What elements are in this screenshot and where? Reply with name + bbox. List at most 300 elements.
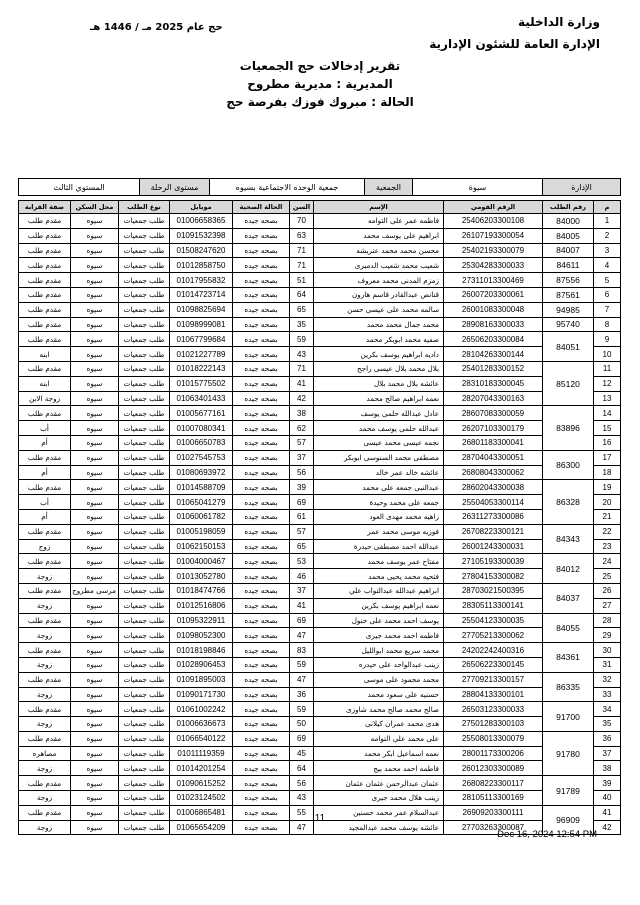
health-status: بصحه جيده bbox=[233, 243, 290, 258]
applicant-name: ابراهيم عبدالله عبدالتواب علي bbox=[314, 583, 444, 598]
national-id: 27709213300157 bbox=[444, 672, 543, 687]
national-id: 26808223300117 bbox=[444, 776, 543, 791]
request-type: طلب جمعيات bbox=[119, 302, 170, 317]
table-row bbox=[19, 406, 621, 421]
health-status: بصحه جيده bbox=[233, 302, 290, 317]
national-id: 27501283300103 bbox=[444, 717, 543, 732]
national-id: 27311013300469 bbox=[444, 273, 543, 288]
age: 69 bbox=[290, 613, 314, 628]
row-number: 13 bbox=[594, 391, 621, 406]
mobile-number: 01062150153 bbox=[170, 539, 233, 554]
table-row bbox=[19, 761, 621, 776]
request-number: 84051 bbox=[543, 332, 594, 362]
age: 43 bbox=[290, 347, 314, 362]
row-number: 27 bbox=[594, 598, 621, 613]
mobile-number: 01014723714 bbox=[170, 287, 233, 302]
request-number: 91789 bbox=[543, 776, 594, 806]
request-number: 86300 bbox=[543, 450, 594, 480]
relation: زوجة bbox=[19, 820, 71, 835]
request-number: 84361 bbox=[543, 643, 594, 673]
health-status: بصحه جيده bbox=[233, 643, 290, 658]
residence: سيوه bbox=[71, 376, 119, 391]
health-status: بصحه جيده bbox=[233, 480, 290, 495]
mobile-number: 01091895003 bbox=[170, 672, 233, 687]
row-number: 34 bbox=[594, 702, 621, 717]
table-row bbox=[19, 613, 621, 628]
relation: مقدم طلب bbox=[19, 450, 71, 465]
table-row bbox=[19, 273, 621, 288]
age: 69 bbox=[290, 731, 314, 746]
residence: سيوه bbox=[71, 643, 119, 658]
request-number: 95740 bbox=[543, 317, 594, 332]
row-number: 23 bbox=[594, 539, 621, 554]
national-id: 25504123300035 bbox=[444, 613, 543, 628]
request-type: طلب جمعيات bbox=[119, 657, 170, 672]
col-header: محل السكن bbox=[71, 201, 119, 214]
national-id: 26311273300086 bbox=[444, 509, 543, 524]
national-id: 26107193300054 bbox=[444, 228, 543, 243]
residence: سيوه bbox=[71, 258, 119, 273]
relation: ابنه bbox=[19, 347, 71, 362]
relation: زوجة bbox=[19, 717, 71, 732]
residence: سيوه bbox=[71, 598, 119, 613]
table-row bbox=[19, 702, 621, 717]
request-number: 91780 bbox=[543, 731, 594, 775]
request-number: 96909 bbox=[543, 805, 594, 835]
assoc-value: جمعية الوحده الاجتماعية بسيوه bbox=[210, 179, 365, 196]
residence: سيوه bbox=[71, 791, 119, 806]
relation: مقدم طلب bbox=[19, 258, 71, 273]
residence: سيوه bbox=[71, 672, 119, 687]
row-number: 9 bbox=[594, 332, 621, 347]
row-number: 4 bbox=[594, 258, 621, 273]
age: 35 bbox=[290, 317, 314, 332]
residence: سيوه bbox=[71, 761, 119, 776]
applicant-name: سالمه محمد على عيسى حسن bbox=[314, 302, 444, 317]
health-status: بصحه جيده bbox=[233, 539, 290, 554]
applicant-name: عائشه بلال محمد بلال bbox=[314, 376, 444, 391]
age: 65 bbox=[290, 302, 314, 317]
applicant-name: نجمه عيسى محمد عيسى bbox=[314, 435, 444, 450]
mobile-number: 01065041279 bbox=[170, 495, 233, 510]
applicant-name: نعمه ابراهيم يوسف بكرين bbox=[314, 598, 444, 613]
request-number: 84343 bbox=[543, 524, 594, 554]
national-id: 25406203300108 bbox=[444, 214, 543, 229]
request-number: 84055 bbox=[543, 613, 594, 643]
mobile-number: 01006865481 bbox=[170, 805, 233, 820]
request-type: طلب جمعيات bbox=[119, 480, 170, 495]
age: 38 bbox=[290, 406, 314, 421]
age: 71 bbox=[290, 361, 314, 376]
health-status: بصحه جيده bbox=[233, 287, 290, 302]
relation: مقدم طلب bbox=[19, 243, 71, 258]
table-row bbox=[19, 361, 621, 376]
national-id: 28207043300163 bbox=[444, 391, 543, 406]
request-type: طلب جمعيات bbox=[119, 820, 170, 835]
col-header: موبايل bbox=[170, 201, 233, 214]
residence: سيوه bbox=[71, 731, 119, 746]
row-number: 40 bbox=[594, 791, 621, 806]
age: 47 bbox=[290, 628, 314, 643]
age: 69 bbox=[290, 495, 314, 510]
directorate-line: المديرية : مديرية مطروح bbox=[247, 77, 393, 91]
residence: سيوه bbox=[71, 465, 119, 480]
table-row bbox=[19, 598, 621, 613]
request-type: طلب جمعيات bbox=[119, 569, 170, 584]
relation: أم bbox=[19, 465, 71, 480]
mobile-number: 01018198846 bbox=[170, 643, 233, 658]
residence: سيوه bbox=[71, 717, 119, 732]
residence: سيوه bbox=[71, 214, 119, 229]
request-number: 83896 bbox=[543, 406, 594, 450]
row-number: 41 bbox=[594, 805, 621, 820]
request-number: 87556 bbox=[543, 273, 594, 288]
relation: أم bbox=[19, 435, 71, 450]
national-id: 28104263300144 bbox=[444, 347, 543, 362]
request-number: 84611 bbox=[543, 258, 594, 273]
applicant-name: داديه ابراهيم يوسف بكرين bbox=[314, 347, 444, 362]
request-type: طلب جمعيات bbox=[119, 761, 170, 776]
applicant-name: عائشه خالد عمر خالد bbox=[314, 465, 444, 480]
ministry-name: وزارة الداخلية bbox=[517, 15, 600, 29]
health-status: بصحه جيده bbox=[233, 791, 290, 806]
residence: سيوه bbox=[71, 421, 119, 436]
applicant-name: فتحيه محمد يحيى محمد bbox=[314, 569, 444, 584]
request-type: طلب جمعيات bbox=[119, 495, 170, 510]
relation: مقدم طلب bbox=[19, 643, 71, 658]
relation: مقدم طلب bbox=[19, 302, 71, 317]
table-row bbox=[19, 687, 621, 702]
age: 51 bbox=[290, 273, 314, 288]
applicant-name: ابراهيم على يوسف محمد bbox=[314, 228, 444, 243]
applicant-name: عبدالسلام عمر محمد حسنين bbox=[314, 805, 444, 820]
table-row bbox=[19, 569, 621, 584]
mobile-number: 01061002242 bbox=[170, 702, 233, 717]
national-id: 28105113300169 bbox=[444, 791, 543, 806]
row-number: 16 bbox=[594, 435, 621, 450]
row-number: 2 bbox=[594, 228, 621, 243]
request-type: طلب جمعيات bbox=[119, 583, 170, 598]
age: 37 bbox=[290, 450, 314, 465]
relation: مقدم طلب bbox=[19, 287, 71, 302]
residence: سيوه bbox=[71, 613, 119, 628]
relation: مقدم طلب bbox=[19, 228, 71, 243]
table-row bbox=[19, 465, 621, 480]
admin-label: الإدارة bbox=[543, 179, 621, 196]
row-number: 29 bbox=[594, 628, 621, 643]
applicant-name: مفتاح عمر يوسف محمد bbox=[314, 554, 444, 569]
national-id: 26801183300041 bbox=[444, 435, 543, 450]
request-type: طلب جمعيات bbox=[119, 332, 170, 347]
request-type: طلب جمعيات bbox=[119, 317, 170, 332]
national-id: 28310183300045 bbox=[444, 376, 543, 391]
applicant-name: فوزيه موسى محمد عمر bbox=[314, 524, 444, 539]
age: 45 bbox=[290, 746, 314, 761]
age: 42 bbox=[290, 391, 314, 406]
national-id: 26012303300089 bbox=[444, 761, 543, 776]
trip-value: المستوي الثالث bbox=[19, 179, 140, 196]
applicant-name: قنانص عبدالقادر قاسم هارون bbox=[314, 287, 444, 302]
mobile-number: 01015775502 bbox=[170, 376, 233, 391]
request-number: 84005 bbox=[543, 228, 594, 243]
applicant-name: جمعه على محمد وحيدة bbox=[314, 495, 444, 510]
request-number: 84012 bbox=[543, 554, 594, 584]
relation: مقدم طلب bbox=[19, 776, 71, 791]
applicant-name: زينب عبدالواحد على حيدره bbox=[314, 657, 444, 672]
age: 39 bbox=[290, 480, 314, 495]
row-number: 20 bbox=[594, 495, 621, 510]
mobile-number: 01017955832 bbox=[170, 273, 233, 288]
table-row bbox=[19, 746, 621, 761]
age: 47 bbox=[290, 672, 314, 687]
request-type: طلب جمعيات bbox=[119, 347, 170, 362]
health-status: بصحه جيده bbox=[233, 450, 290, 465]
national-id: 26808043300062 bbox=[444, 465, 543, 480]
health-status: بصحه جيده bbox=[233, 613, 290, 628]
applicant-name: مصطفى محمد السنوسى ابوبكر bbox=[314, 450, 444, 465]
applicant-name: عبدالله احمد مصطفى حيدرة bbox=[314, 539, 444, 554]
table-row bbox=[19, 554, 621, 569]
health-status: بصحه جيده bbox=[233, 805, 290, 820]
applicant-name: شعيب محمد شعيب الدميرى bbox=[314, 258, 444, 273]
age: 55 bbox=[290, 805, 314, 820]
applicant-name: فاطمه احمد محمد جيرى bbox=[314, 628, 444, 643]
health-status: بصحه جيده bbox=[233, 376, 290, 391]
residence: سيوه bbox=[71, 820, 119, 835]
row-number: 15 bbox=[594, 421, 621, 436]
relation: أم bbox=[19, 509, 71, 524]
row-number: 36 bbox=[594, 731, 621, 746]
request-type: طلب جمعيات bbox=[119, 731, 170, 746]
request-type: طلب جمعيات bbox=[119, 702, 170, 717]
row-number: 28 bbox=[594, 613, 621, 628]
age: 37 bbox=[290, 583, 314, 598]
mobile-number: 01014201254 bbox=[170, 761, 233, 776]
request-type: طلب جمعيات bbox=[119, 258, 170, 273]
residence: سيوه bbox=[71, 361, 119, 376]
request-type: طلب جمعيات bbox=[119, 376, 170, 391]
row-number: 38 bbox=[594, 761, 621, 776]
request-number: 84007 bbox=[543, 243, 594, 258]
request-type: طلب جمعيات bbox=[119, 273, 170, 288]
age: 50 bbox=[290, 717, 314, 732]
info-table bbox=[18, 178, 621, 196]
national-id: 26007203300061 bbox=[444, 287, 543, 302]
health-status: بصحه جيده bbox=[233, 332, 290, 347]
relation: زوجة bbox=[19, 761, 71, 776]
national-id: 28607083300059 bbox=[444, 406, 543, 421]
mobile-number: 01018474766 bbox=[170, 583, 233, 598]
residence: سيوه bbox=[71, 287, 119, 302]
residence: سيوه bbox=[71, 657, 119, 672]
relation: مقدم طلب bbox=[19, 583, 71, 598]
table-row bbox=[19, 480, 621, 495]
applicant-name: عائشه يوسف محمد عبدالمجيد bbox=[314, 820, 444, 835]
health-status: بصحه جيده bbox=[233, 746, 290, 761]
health-status: بصحه جيده bbox=[233, 687, 290, 702]
table-row bbox=[19, 776, 621, 791]
department-name: الإدارة العامة للشئون الإدارية bbox=[429, 37, 600, 51]
national-id: 27804153300082 bbox=[444, 569, 543, 584]
health-status: بصحه جيده bbox=[233, 273, 290, 288]
table-row bbox=[19, 731, 621, 746]
mobile-number: 01090171730 bbox=[170, 687, 233, 702]
residence: سيوه bbox=[71, 450, 119, 465]
residence: سيوه bbox=[71, 554, 119, 569]
age: 70 bbox=[290, 214, 314, 229]
report-titles bbox=[0, 57, 640, 111]
applicant-name: حسنيه على سعود محمد bbox=[314, 687, 444, 702]
table-row bbox=[19, 243, 621, 258]
relation: مقدم طلب bbox=[19, 273, 71, 288]
relation: مقدم طلب bbox=[19, 613, 71, 628]
table-row bbox=[19, 376, 621, 391]
applicant-name: زينب هلال محمد جيرى bbox=[314, 791, 444, 806]
applicant-name: محسن محمد محمد عتريشه bbox=[314, 243, 444, 258]
applicant-name: زاهيه محمد مهدى العود bbox=[314, 509, 444, 524]
table-row bbox=[19, 672, 621, 687]
row-number: 30 bbox=[594, 643, 621, 658]
health-status: بصحه جيده bbox=[233, 657, 290, 672]
applicant-name: عبدالنبى جمعه على محمد bbox=[314, 480, 444, 495]
age: 64 bbox=[290, 287, 314, 302]
row-number: 3 bbox=[594, 243, 621, 258]
mobile-number: 01065654209 bbox=[170, 820, 233, 835]
health-status: بصحه جيده bbox=[233, 361, 290, 376]
table-row bbox=[19, 421, 621, 436]
health-status: بصحه جيده bbox=[233, 761, 290, 776]
applicant-name: فاطمه احمد محمد بيج bbox=[314, 761, 444, 776]
health-status: بصحه جيده bbox=[233, 214, 290, 229]
national-id: 28908163300033 bbox=[444, 317, 543, 332]
request-type: طلب جمعيات bbox=[119, 613, 170, 628]
request-type: طلب جمعيات bbox=[119, 435, 170, 450]
row-number: 12 bbox=[594, 376, 621, 391]
health-status: بصحه جيده bbox=[233, 524, 290, 539]
mobile-number: 01004000467 bbox=[170, 554, 233, 569]
col-header: الرقم القومي bbox=[444, 201, 543, 214]
row-number: 6 bbox=[594, 287, 621, 302]
table-row bbox=[19, 214, 621, 229]
request-number: 85120 bbox=[543, 361, 594, 405]
national-id: 27705213300062 bbox=[444, 628, 543, 643]
mobile-number: 01080693972 bbox=[170, 465, 233, 480]
table-row bbox=[19, 391, 621, 406]
relation: زوجة bbox=[19, 569, 71, 584]
national-id: 26207103300179 bbox=[444, 421, 543, 436]
table-row bbox=[19, 524, 621, 539]
relation: مقدم طلب bbox=[19, 332, 71, 347]
relation: مقدم طلب bbox=[19, 480, 71, 495]
relation: مقدم طلب bbox=[19, 524, 71, 539]
applicant-name: نعمه اسماعيل ابكر محمد bbox=[314, 746, 444, 761]
age: 36 bbox=[290, 687, 314, 702]
col-header: السن bbox=[290, 201, 314, 214]
table-row bbox=[19, 450, 621, 465]
mobile-number: 01018222143 bbox=[170, 361, 233, 376]
row-number: 7 bbox=[594, 302, 621, 317]
residence: سيوه bbox=[71, 805, 119, 820]
request-type: طلب جمعيات bbox=[119, 717, 170, 732]
residence: سيوه bbox=[71, 628, 119, 643]
health-status: بصحه جيده bbox=[233, 598, 290, 613]
table-row bbox=[19, 228, 621, 243]
relation: زوج bbox=[19, 539, 71, 554]
relation: مقدم طلب bbox=[19, 731, 71, 746]
mobile-number: 01095322911 bbox=[170, 613, 233, 628]
trip-label: مستوى الرحلة bbox=[140, 179, 210, 196]
residence: سيوه bbox=[71, 228, 119, 243]
row-number: 37 bbox=[594, 746, 621, 761]
health-status: بصحه جيده bbox=[233, 509, 290, 524]
table-row bbox=[19, 539, 621, 554]
table-row bbox=[19, 509, 621, 524]
applicant-name: بلال محمد بلال عيسى راجح bbox=[314, 361, 444, 376]
mobile-number: 01013052780 bbox=[170, 569, 233, 584]
request-number: 86335 bbox=[543, 672, 594, 702]
age: 61 bbox=[290, 509, 314, 524]
relation: زوجة الابن bbox=[19, 391, 71, 406]
health-status: بصحه جيده bbox=[233, 702, 290, 717]
residence: سيوه bbox=[71, 391, 119, 406]
relation: مقدم طلب bbox=[19, 702, 71, 717]
applicant-name: على محمد على التوامه bbox=[314, 731, 444, 746]
residence: سيوه bbox=[71, 569, 119, 584]
table-row bbox=[19, 332, 621, 347]
relation: مقدم طلب bbox=[19, 361, 71, 376]
age: 64 bbox=[290, 761, 314, 776]
relation: مصاهره bbox=[19, 746, 71, 761]
age: 71 bbox=[290, 258, 314, 273]
residence: سيوه bbox=[71, 509, 119, 524]
request-type: طلب جمعيات bbox=[119, 509, 170, 524]
table-row bbox=[19, 717, 621, 732]
row-number: 33 bbox=[594, 687, 621, 702]
row-number: 14 bbox=[594, 406, 621, 421]
applicant-name: هدى محمد عمران كيلانى bbox=[314, 717, 444, 732]
national-id: 26909203300111 bbox=[444, 805, 543, 820]
mobile-number: 01006658365 bbox=[170, 214, 233, 229]
row-number: 8 bbox=[594, 317, 621, 332]
applicant-name: فاطمه عمر على التوامه bbox=[314, 214, 444, 229]
col-header: نوع الطلب bbox=[119, 201, 170, 214]
print-timestamp: Dec 16, 2024 12:54 PM bbox=[497, 829, 597, 840]
residence: سيوه bbox=[71, 539, 119, 554]
age: 71 bbox=[290, 243, 314, 258]
health-status: بصحه جيده bbox=[233, 406, 290, 421]
row-number: 25 bbox=[594, 569, 621, 584]
health-status: بصحه جيده bbox=[233, 717, 290, 732]
national-id: 24202242400316 bbox=[444, 643, 543, 658]
health-status: بصحه جيده bbox=[233, 554, 290, 569]
age: 83 bbox=[290, 643, 314, 658]
row-number: 5 bbox=[594, 273, 621, 288]
health-status: بصحه جيده bbox=[233, 583, 290, 598]
table-row bbox=[19, 657, 621, 672]
mobile-number: 01005198059 bbox=[170, 524, 233, 539]
col-header: م bbox=[594, 201, 621, 214]
national-id: 26001083300048 bbox=[444, 302, 543, 317]
row-number: 26 bbox=[594, 583, 621, 598]
table-row bbox=[19, 258, 621, 273]
applicant-name: محمد سريع محمد ابوالليل bbox=[314, 643, 444, 658]
national-id: 25401283300152 bbox=[444, 361, 543, 376]
health-status: بصحه جيده bbox=[233, 421, 290, 436]
mobile-number: 01098999081 bbox=[170, 317, 233, 332]
request-type: طلب جمعيات bbox=[119, 554, 170, 569]
relation: مقدم طلب bbox=[19, 317, 71, 332]
mobile-number: 01060061782 bbox=[170, 509, 233, 524]
